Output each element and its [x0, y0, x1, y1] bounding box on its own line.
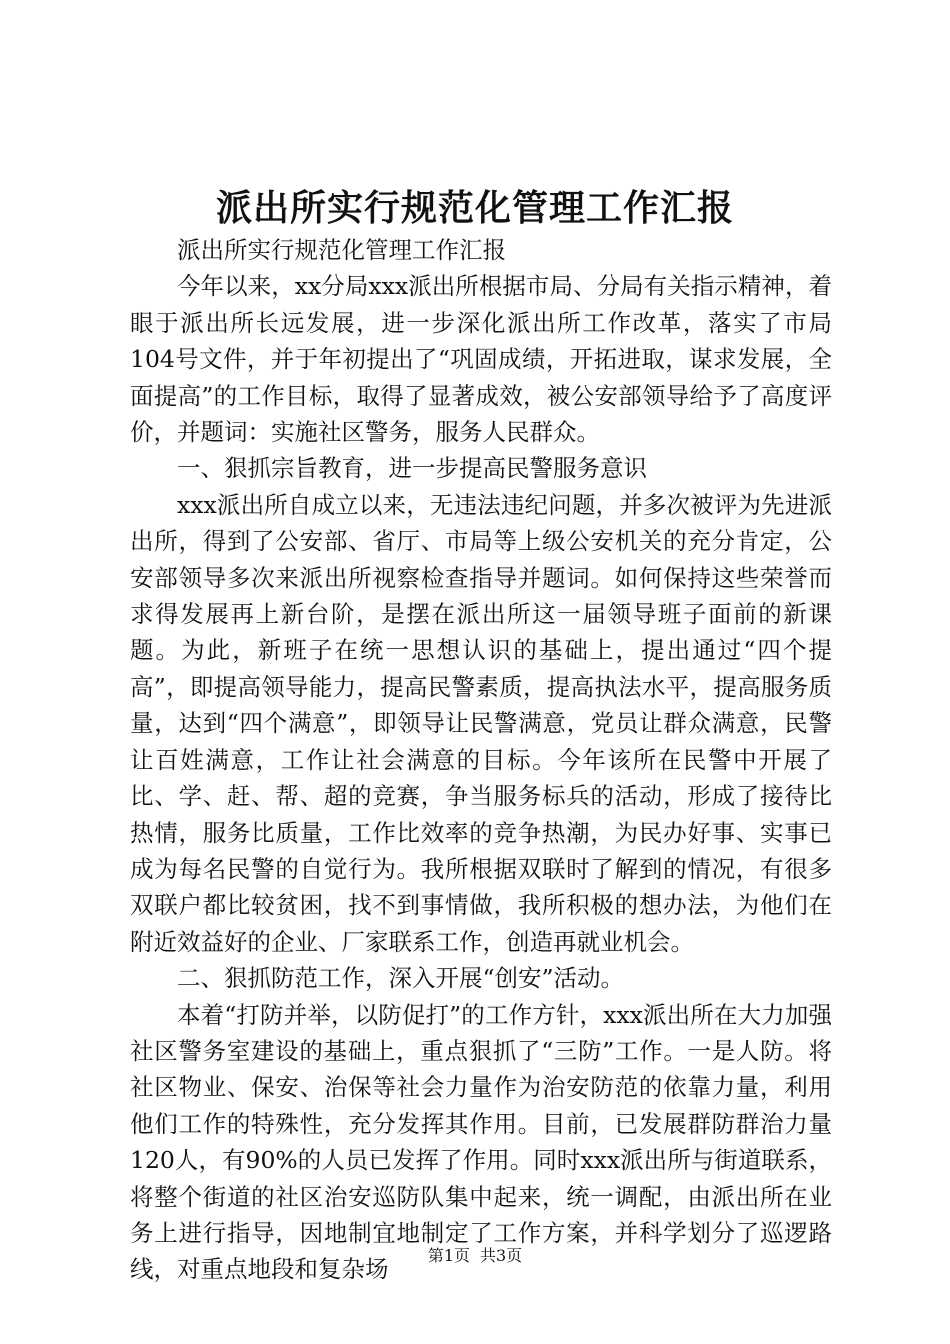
- section-heading-1: 一、狠抓宗旨教育，进一步提高民警服务意识: [177, 454, 647, 483]
- document-subtitle-paragraph: 派出所实行规范化管理工作汇报: [177, 236, 506, 264]
- page-footer: [0, 1244, 950, 1268]
- document-title: 派出所实行规范化管理工作汇报: [215, 187, 734, 229]
- intro-paragraph: 今年以来，xx分局xxx派出所根据市局、分局有关指示精神，着眼于派出所长远发展，进一步深化派出所工作改革，落实了市局104号文件，并于年初提出了“巩固成绩，开拓进取，谋求发展，全面提高”的工作目标，取得了显著成效，被公安部领导给予了高度评价，并题词：实施社区警务，服务人民群众。: [130, 272, 832, 447]
- section-heading-2: 二、狠抓防范工作，深入开展“创安”活动。: [177, 964, 625, 993]
- page-total: 共3页: [480, 1246, 523, 1265]
- section-1-paragraph: xxx派出所自成立以来，无违法违纪问题，并多次被评为先进派出所，得到了公安部、省厅、市局等上级公安机关的充分肯定，公安部领导多次来派出所视察检查指导并题词。如何保持这些荣誉而求得发展再上新台阶，是摆在派出所这一届领导班子面前的新课题。为此，新班子在统一思想认识的基础上，提出通过“四个提高”，即提高领导能力，提高民警素质，提高执法水平，提高服务质量，达到“四个满意”，即领导让民警满意，党员让群众满意，民警让百姓满意，工作让社会满意的目标。今年该所在民警中开展了比、学、赶、帮、超的竞赛，争当服务标兵的活动，形成了接待比热情，服务比质量，工作比效率的竞争热潮，为民办好事、实事已成为每名民警的自觉行为。我所根据双联时了解到的情况，有很多双联户都比较贫困，找不到事情做，我所积极的想办法，为他们在附近效益好的企业、厂家联系工作，创造再就业机会。: [130, 490, 832, 956]
- page-number: 第1页: [427, 1246, 470, 1265]
- document-body: [130, 232, 832, 1288]
- section-2-paragraph: 本着“打防并举，以防促打”的工作方针，xxx派出所在大力加强社区警务室建设的基础上，重点狠抓了“三防”工作。一是人防。将社区物业、保安、治保等社会力量作为治安防范的依靠力量，利用他们工作的特殊性，充分发挥其作用。目前，已发展群防群治力量120人，有90%的人员已发挥了作用。同时xxx派出所与街道联系，将整个街道的社区治安巡防队集中起来，统一调配，由派出所在业务上进行指导，因地制宜地制定了工作方案，并科学划分了巡逻路线，对重点地段和复杂场: [130, 1000, 832, 1284]
